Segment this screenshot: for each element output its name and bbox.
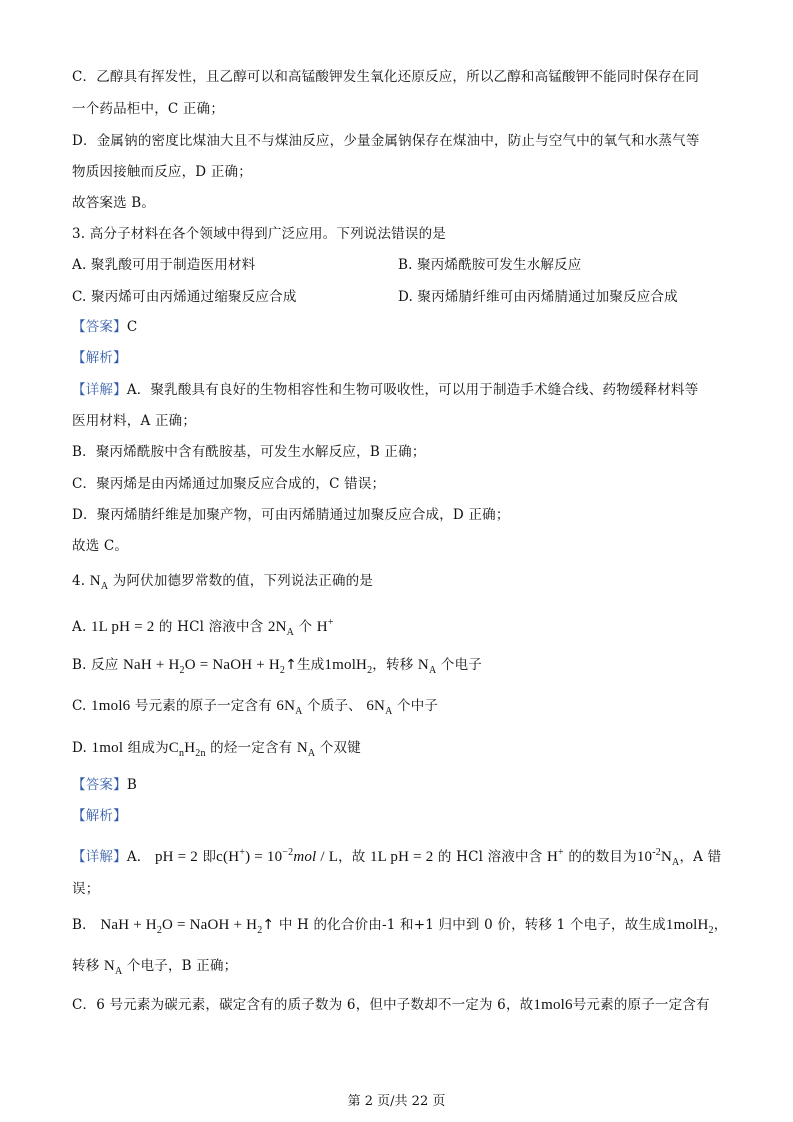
math-na: $N_A$	[89, 573, 109, 592]
option-d: D. 聚丙烯腈纤维可由丙烯腈通过加聚反应合成	[398, 289, 678, 305]
page-footer: 第 2 页/共 22 页	[347, 1094, 446, 1109]
math-formula: NaH + $H_2O$ = NaOH + $H_2↑$	[100, 917, 275, 936]
detail-line	[72, 381, 698, 399]
text-line: C．聚丙烯是由丙烯通过加聚反应合成的，C 错误；	[72, 476, 386, 492]
math-formula: 1L pH = 2	[90, 619, 155, 635]
math-formula: $c(H^+) = 10^{-2}mol / L$	[216, 847, 339, 865]
answer-line	[72, 318, 137, 336]
detail-label: 【详解】	[72, 382, 127, 398]
analysis-label: 【解析】	[72, 808, 127, 824]
text-line: 故选 C。	[72, 538, 129, 554]
math-formula: $10^{-2}N_A$	[636, 847, 680, 868]
text-line: 一个药品柜中，C 正确；	[72, 101, 225, 117]
text-line: D．金属钠的密度比煤油大且不与煤油反应，少量金属钠保存在煤油中，防止与空气中的氧气和水蒸气等	[72, 133, 700, 149]
detail-line: B． NaH + $H_2O$ = NaOH + $H_2↑$ 中 H 的化合价由-1 和+1 归中到 0 价，转移 1 个电子，故生成1molH$_2$，	[72, 917, 728, 936]
detail-text: A．聚乳酸具有良好的生物相容性和生物可吸收性，可以用于制造手术缝合线、药物缓释材料等	[126, 382, 699, 398]
answer-label: 【答案】	[72, 319, 127, 335]
q4-option-b: B. 反应 NaH + $H_2O$ = NaOH + $H_2↑$生成1molH$_2$，转移 $N_A$ 个电子	[72, 657, 482, 676]
text-line: 误；	[72, 881, 100, 897]
math-formula: 1mol6	[91, 698, 131, 714]
text-line: 物质因接触而反应，D 正确；	[72, 164, 252, 180]
math-formula: H+	[316, 617, 334, 635]
math-formula: $2N_A$	[267, 619, 295, 638]
math-formula: $C_nH_{2n}$	[168, 740, 206, 759]
q4-option-a: A. 1L pH = 2 的 HCl 溶液中含 $2N_A$ 个 H+	[72, 617, 334, 638]
math-formula: $6N_A$	[366, 698, 393, 717]
text-line: 故答案选 B。	[72, 195, 156, 211]
math-formula: 1molH$_2$	[324, 657, 373, 676]
text-line: D．聚丙烯腈纤维是加聚产物，可由丙烯腈通过加聚反应合成，D 正确；	[72, 507, 510, 523]
detail-label: 【详解】	[72, 849, 127, 865]
question-3: 3. 高分子材料在各个领域中得到广泛应用。下列说法错误的是	[72, 226, 446, 242]
math-formula: $6N_A$	[276, 698, 303, 717]
option-b: B. 聚丙烯酰胺可发生水解反应	[398, 257, 582, 273]
math-na: $N_A$	[296, 740, 316, 759]
detail-line: 【详解】A． pH = 2 即$c(H^+) = 10^{-2}mol / L$，故 1L pH = 2 的 HCl 溶液中含 H+ 的的数目为$10^{-2}N_A$，A 错	[72, 847, 722, 868]
option-a: A. 聚乳酸可用于制造医用材料	[72, 257, 256, 273]
math-na: $N_A$	[103, 958, 123, 977]
answer-label: 【答案】	[72, 777, 127, 793]
math-formula: 1mol6	[533, 997, 573, 1013]
q4-option-c: C. 1mol6 号元素的原子一定含有 $6N_A$ 个质子、 $6N_A$ 个中子	[72, 698, 439, 717]
answer-value: C	[126, 319, 138, 335]
math-formula: H+	[546, 847, 564, 865]
detail-line: 转移 $N_A$ 个电子，B 正确；	[72, 958, 238, 977]
text-line: 医用材料，A 正确；	[72, 413, 197, 429]
detail-line: C．6 号元素为碳元素，碳定含有的质子数为 6，但中子数却不一定为 6，故1mol6号元素的原子一定含有	[72, 997, 710, 1013]
math-formula: 1L pH = 2	[369, 849, 434, 865]
math-formula: 1mol	[91, 740, 124, 756]
text-line: B．聚丙烯酰胺中含有酰胺基，可发生水解反应，B 正确；	[72, 444, 426, 460]
answer-line	[72, 776, 137, 794]
answer-value: B	[126, 777, 137, 793]
option-c: C. 聚丙烯可由丙烯通过缩聚反应合成	[72, 289, 297, 305]
math-formula: NaH + $H_2O$ = NaOH + $H_2↑$	[123, 657, 298, 676]
analysis-label: 【解析】	[72, 350, 127, 366]
math-formula: pH = 2	[154, 849, 198, 865]
text-line: C．乙醇具有挥发性，且乙醇可以和高锰酸钾发生氧化还原反应，所以乙醇和高锰酸钾不能同时保存在同	[72, 69, 700, 85]
math-formula: 1molH$_2$	[665, 917, 714, 936]
q4-option-d: D. 1mol 组成为$C_nH_{2n}$ 的烃一定含有 $N_A$ 个双键	[72, 740, 361, 759]
math-na: $N_A$	[417, 657, 437, 676]
question-4: 4. $N_A$ 为阿伏加德罗常数的值，下列说法正确的是	[72, 573, 374, 592]
